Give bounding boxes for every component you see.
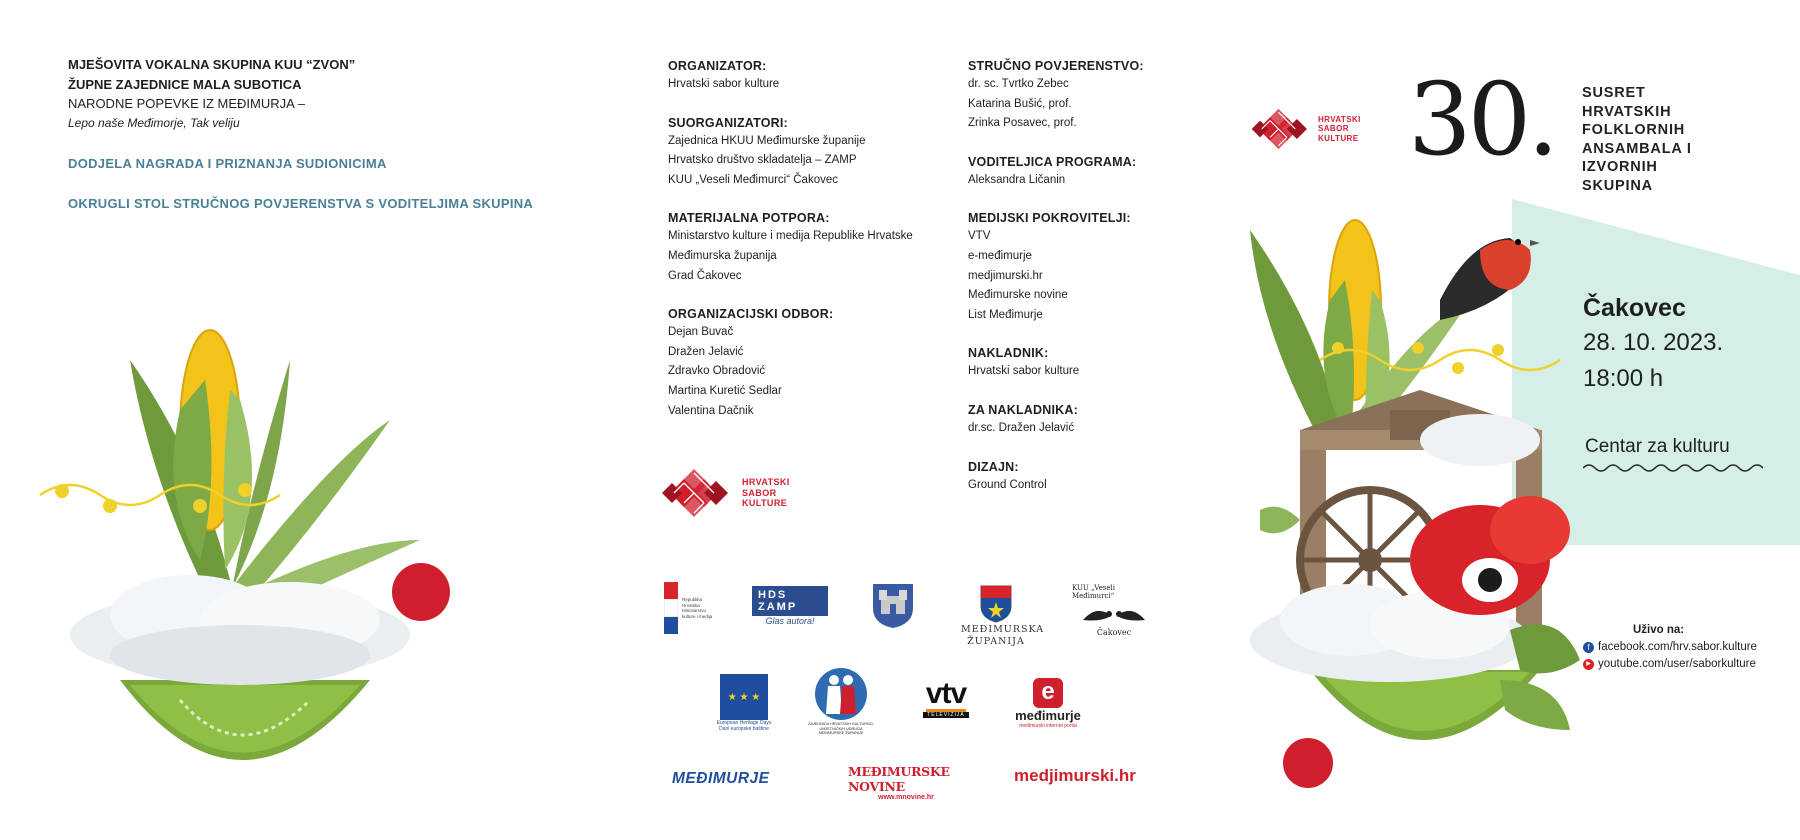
medjimurske-novine-logo: [848, 763, 964, 801]
facebook-link[interactable]: facebook.com/hrv.sabor.kulture: [1598, 641, 1757, 653]
county-shield-icon: [979, 584, 1013, 624]
coat-of-arms-icon: [871, 582, 915, 630]
european-heritage-logo: [716, 668, 772, 738]
credit-item: dr. sc. Tvrtko Zebec: [968, 78, 1069, 90]
event-venue: Centar za kulturu: [1585, 436, 1730, 457]
credit-header: ORGANIZACIJSKI ODBOR:: [668, 307, 834, 322]
hsk-logo-cover: [1250, 106, 1361, 152]
cover-title-line: SUSRET: [1582, 85, 1646, 101]
credit-header: MATERIJALNA POTPORA:: [668, 211, 830, 226]
credit-block-committee: [668, 306, 948, 421]
cover-title: [1582, 84, 1692, 195]
credit-item: Hrvatsko društvo skladatelja – ZAMP: [668, 154, 857, 167]
credit-item: VTV: [968, 230, 991, 243]
credit-item: medjimurski.hr: [968, 269, 1043, 282]
program-line-1: MJEŠOVITA VOKALNA SKUPINA KUU “ZVON”: [68, 57, 356, 72]
credit-block-organizer: [668, 58, 948, 95]
credit-item: KUU „Veseli Međimurci“ Čakovec: [668, 173, 838, 186]
credit-item: Dejan Buvač: [668, 326, 734, 339]
european-heritage-sub: Dani europske baštine: [719, 726, 769, 732]
live-stream-info: [1583, 622, 1757, 673]
facebook-link-row[interactable]: [1583, 639, 1757, 656]
e-medjimurje-text: međimurje: [1015, 707, 1081, 723]
e-logo-icon: e: [1033, 678, 1063, 708]
cakovec-coat-logo: [871, 582, 915, 630]
kuu-veseli-text: KUU „Veseli Međimurci“: [1072, 583, 1116, 600]
credit-block-for-publisher: [968, 402, 1198, 439]
live-label: Uživo na:: [1633, 624, 1685, 636]
e-medjimurje-sub: međimurski internet portal: [1019, 722, 1077, 729]
event-date: 28. 10. 2023.: [1583, 329, 1724, 356]
list-medjimurje-logo: MEĐIMURJE: [672, 770, 770, 787]
credit-item: Valentina Dačnik: [668, 404, 754, 417]
folk-illustration: [1240, 210, 1600, 790]
credit-item: Zrinka Posavec, prof.: [968, 117, 1077, 130]
medjimurska-zupanija-logo: [954, 580, 1045, 652]
hsk-logo-line: KULTURE: [742, 498, 788, 509]
program-text: [68, 55, 355, 133]
zajednica-hkuu-text: ZAJEDNICA HRVATSKIH KULTURNO-UMJETNIČKIH UDRUGA MEĐIMURSKE ŽUPANIJE: [808, 722, 874, 736]
credit-header: STRUČNO POVJERENSTVO:: [968, 59, 1144, 73]
program-line-4: Lepo naše Međimorje, Tak veliju: [68, 115, 240, 130]
cover-title-line: SKUPINA: [1582, 177, 1653, 194]
hsk-logo-line: HRVATSKI: [742, 477, 790, 488]
kuu-veseli-logo: [1072, 580, 1156, 640]
ministry-logo: [664, 580, 724, 636]
medjimurski-hr-logo: medjimurski.hr: [1014, 766, 1136, 785]
credit-block-experts: [968, 58, 1198, 134]
credit-header: DIZAJN:: [968, 459, 1019, 474]
ministry-logo-text: Republika Hrvatska Ministarstvo kulture i medija: [682, 597, 713, 619]
credit-item: Dražen Jelavić: [668, 345, 744, 358]
hsk-emblem-icon: [660, 466, 734, 520]
credit-item: Grad Čakovec: [668, 269, 742, 282]
venue-wave-underline: [1583, 462, 1763, 474]
credit-item: Katarina Bušić, prof.: [968, 97, 1072, 110]
credit-block-coorganizers: [668, 115, 948, 191]
hds-zamp-logo: [752, 582, 828, 630]
hsk-logo-line: KULTURE: [1318, 133, 1359, 143]
birds-icon: [1079, 600, 1149, 628]
european-heritage-text: European Heritage Days: [716, 720, 772, 726]
cover-title-line: ANSAMBALA I: [1582, 140, 1692, 157]
credit-header: ORGANIZATOR:: [668, 59, 767, 73]
credit-block-publisher: [968, 345, 1198, 382]
program-line-3: NARODNE POPEVKE IZ MEĐIMURJA –: [68, 96, 305, 111]
credit-item: Hrvatski sabor kulture: [968, 365, 1080, 378]
cover-title-line: FOLKLORNIH: [1582, 122, 1686, 138]
red-dot-left: [392, 563, 450, 621]
cover-title-line: IZVORNIH: [1582, 159, 1658, 175]
credits-column-2: [968, 58, 1198, 515]
vtv-logo-text: vtv: [925, 676, 967, 710]
credit-header: VODITELJICA PROGRAMA:: [968, 154, 1137, 169]
credit-item: Martina Kuretić Sedlar: [668, 384, 782, 397]
hsk-emblem-icon: [1250, 106, 1312, 152]
hsk-logo-middle: [660, 466, 790, 520]
youtube-link[interactable]: youtube.com/user/saborkulture: [1598, 658, 1756, 670]
vtv-logo-sub: TELEVIZIJA: [923, 712, 969, 718]
credit-item: Međimurske novine: [968, 289, 1068, 302]
credit-item: Međimurska županija: [668, 249, 777, 262]
credit-item: Hrvatski sabor kulture: [668, 78, 780, 90]
program-line-2: ŽUPNE ZAJEDNICE MALA SUBOTICA: [68, 76, 302, 92]
zajednica-hkuu-logo: [806, 664, 876, 740]
red-dot-right: [1283, 738, 1333, 788]
medjimurske-novine-sub: www.mnovine.hr: [878, 793, 934, 801]
youtube-icon: ▶: [1583, 659, 1594, 670]
eu-stars-icon: ★ ★ ★: [720, 674, 768, 720]
facebook-icon: f: [1583, 642, 1594, 653]
hsk-logo-line: SABOR: [742, 487, 777, 498]
credit-item: Ground Control: [968, 478, 1047, 491]
credit-block-media: [968, 210, 1198, 325]
vtv-logo: [914, 676, 978, 720]
event-city: Čakovec: [1583, 294, 1686, 322]
youtube-link-row[interactable]: [1583, 656, 1757, 673]
program-highlight-roundtable: OKRUGLI STOL STRUČNOG POVJERENSTVA S VODITELJIMA SKUPINA: [68, 196, 534, 211]
credit-header: SUORGANIZATORI:: [668, 115, 788, 130]
credit-header: NAKLADNIK:: [968, 346, 1049, 361]
kuu-veseli-sub: Čakovec: [1096, 627, 1132, 637]
program-highlight-awards: DODJELA NAGRADA I PRIZNANJA SUDIONICIMA: [68, 156, 387, 171]
credit-block-host: [968, 154, 1198, 191]
credit-item: e-međimurje: [968, 249, 1032, 262]
cover-title-line: HRVATSKIH: [1582, 103, 1672, 120]
credit-item: List Međimurje: [968, 308, 1043, 321]
hsk-logo-line: HRVATSKI: [1318, 114, 1361, 124]
credit-header: MEDIJSKI POKROVITELJI:: [968, 211, 1131, 226]
credit-item: Ministarstvo kulture i medija Republike Hrvatske: [668, 230, 913, 243]
credit-block-support: [668, 210, 948, 286]
credit-header: ZA NAKLADNIKA:: [968, 402, 1078, 417]
credit-item: dr.sc. Dražen Jelavić: [968, 421, 1075, 434]
hds-zamp-logo-sub: Glas autora!: [765, 616, 815, 626]
medjimurske-novine-text: MEĐIMURSKE NOVINE: [848, 763, 950, 794]
folk-couple-icon: [815, 668, 867, 720]
credit-block-design: [968, 459, 1198, 496]
hds-zamp-logo-text: HDS ZAMP: [752, 586, 828, 616]
hsk-logo-line: SABOR: [1318, 124, 1349, 134]
e-medjimurje-logo: [1008, 668, 1088, 738]
credit-item: Aleksandra Ličanin: [968, 173, 1066, 186]
credit-item: Zdravko Obradović: [668, 365, 766, 378]
edition-number: 30.: [1408, 61, 1556, 178]
credit-item: Zajednica HKUU Međimurske županije: [668, 134, 866, 147]
corn-cloud-illustration: [30, 300, 470, 800]
event-info: [1583, 294, 1723, 397]
event-time: 18:00 h: [1583, 365, 1664, 392]
credits-column-1: [668, 58, 948, 441]
medjimurska-zupanija-text: MEĐIMURSKA ŽUPANIJA: [961, 624, 1045, 647]
